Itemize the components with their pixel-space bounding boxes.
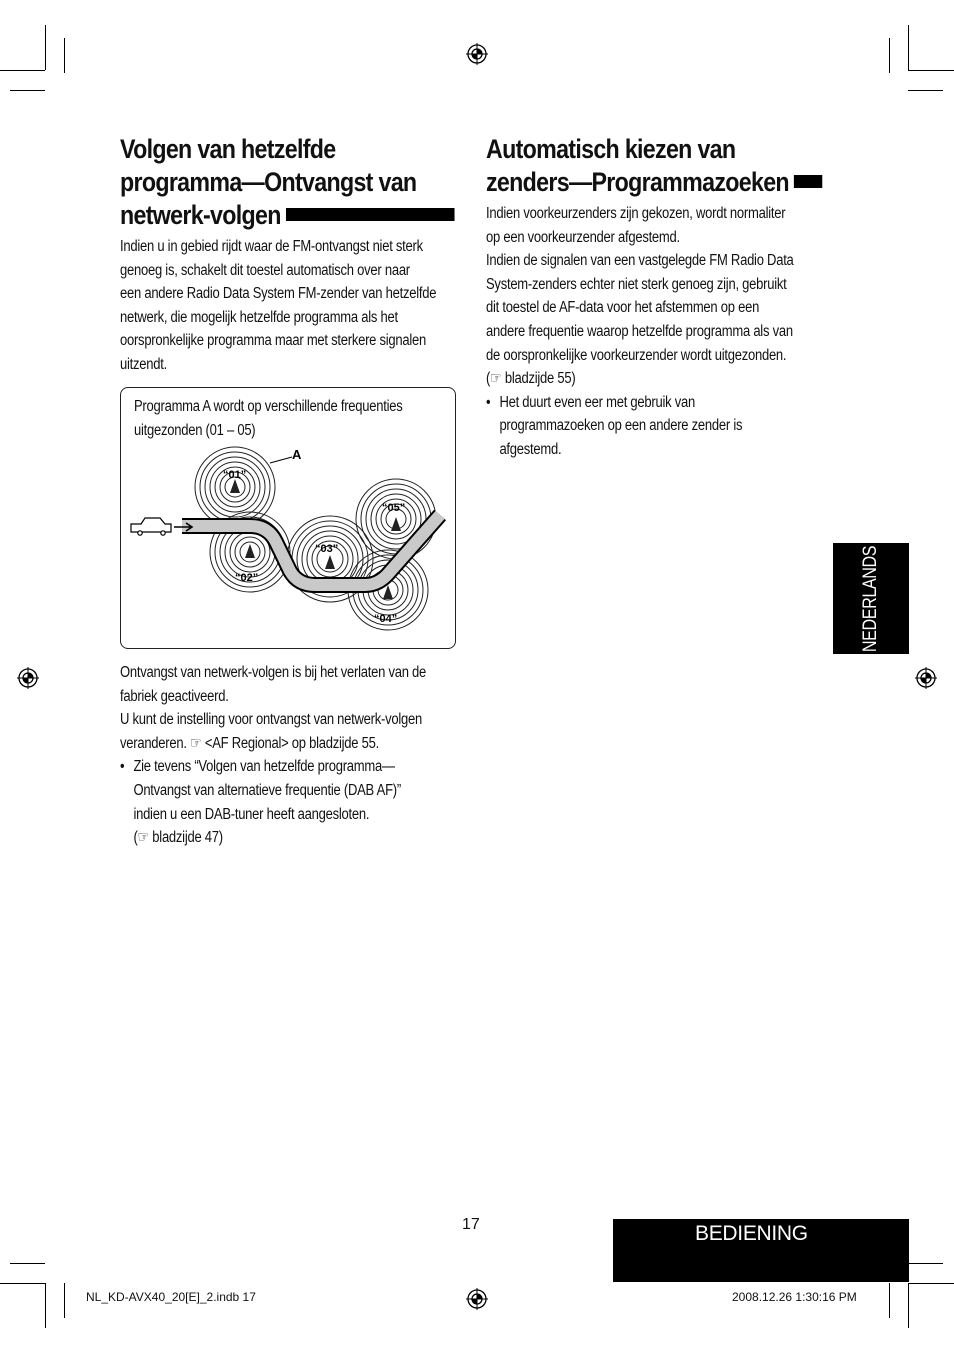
antenna-03-icon <box>325 555 335 569</box>
text-line: indien u een DAB-tuner heeft aangesloten. <box>133 805 370 823</box>
text-line: veranderen. ☞ <AF Regional> op bladzijde 55. <box>120 734 379 752</box>
crop-mark <box>10 1263 45 1264</box>
text-line: oorspronkelijke programma maar met sterkere signalen <box>120 332 427 350</box>
crop-mark <box>908 70 954 71</box>
title-line: Volgen van hetzelfde <box>120 134 336 164</box>
section-tab <box>613 1219 909 1282</box>
registration-mark-icon <box>466 1288 488 1310</box>
registration-mark-icon <box>466 43 488 65</box>
registration-mark-icon <box>17 667 39 689</box>
bullet-item <box>486 391 830 462</box>
title-bar <box>286 208 455 221</box>
text-line: dit toestel de AF-data voor het afstemmen op een <box>486 299 760 317</box>
title-bar <box>794 175 822 188</box>
footer-timestamp: 2008.12.26 1:30:16 PM <box>732 1290 857 1304</box>
crop-mark <box>64 1283 65 1318</box>
text-line: U kunt de instelling voor ontvangst van netwerk-volgen <box>120 711 422 729</box>
caption-line: uitgezonden (01 – 05) <box>134 421 256 439</box>
crop-mark <box>10 90 45 91</box>
crop-mark <box>0 70 45 71</box>
after-paragraph <box>120 661 456 850</box>
registration-mark-icon <box>915 667 937 689</box>
crop-mark <box>45 1283 46 1328</box>
text-line: genoeg is, schakelt dit toestel automatisch over naar <box>120 261 410 279</box>
section-title-network-tracking <box>120 133 454 232</box>
crop-mark <box>889 1283 890 1318</box>
section-tab-label: BEDIENING <box>695 1222 808 1245</box>
station-05-label: “05” <box>382 502 406 514</box>
station-04-label: “04” <box>374 613 398 625</box>
antenna-01-icon <box>230 479 240 493</box>
text-line: netwerk, die mogelijk hetzelfde programma als het <box>120 308 398 326</box>
footer-file-info: NL_KD-AVX40_20[E]_2.indb 17 <box>86 1290 256 1304</box>
bullet-item <box>120 755 456 849</box>
station-02-label: “02” <box>235 572 259 584</box>
text-line: afgestemd. <box>499 440 562 458</box>
car-icon <box>131 518 171 535</box>
crop-mark <box>64 38 65 73</box>
crop-mark <box>0 1283 45 1284</box>
text-line: System-zenders echter niet sterk genoeg zijn, gebruikt <box>486 275 787 293</box>
network-tracking-diagram <box>120 387 456 649</box>
crop-mark <box>889 38 890 73</box>
crop-mark <box>908 25 909 70</box>
crop-mark <box>908 1283 909 1328</box>
title-line: programma—Ontvangst van <box>120 167 417 197</box>
crop-mark <box>908 1263 943 1264</box>
crop-mark <box>45 25 46 70</box>
text-line: (☞ bladzijde 47) <box>133 829 223 847</box>
antenna-05-icon <box>391 517 401 531</box>
crop-mark <box>908 1283 954 1284</box>
program-search-paragraph <box>486 202 830 462</box>
text-line: een andere Radio Data System FM-zender van hetzelfde <box>120 285 437 303</box>
text-line: de oorspronkelijke voorkeurzender wordt uitgezonden. <box>486 346 787 364</box>
program-label: A <box>292 447 302 462</box>
language-tab-label: NEDERLANDS <box>860 545 881 652</box>
text-line: fabriek geactiveerd. <box>120 687 229 705</box>
program-leader-line <box>270 457 292 463</box>
section-title-program-search <box>486 133 822 199</box>
crop-mark <box>908 90 943 91</box>
language-tab <box>833 543 909 654</box>
title-line <box>120 199 454 232</box>
title-line <box>486 166 822 199</box>
text-line: op een voorkeurzender afgestemd. <box>486 228 680 246</box>
page-number: 17 <box>462 1216 480 1233</box>
text-line: Ontvangst van alternatieve frequentie (DAB AF)” <box>133 781 401 799</box>
text-line: • Het duurt even eer met gebruik van <box>499 393 695 411</box>
text-line: programmazoeken op een andere zender is <box>499 417 743 435</box>
text-line: (☞ bladzijde 55) <box>486 370 576 388</box>
text-line: Indien voorkeurzenders zijn gekozen, wordt normaliter <box>486 205 786 222</box>
caption-line: Programma A wordt op verschillende frequenties <box>134 398 403 415</box>
text-line: Indien de signalen van een vastgelegde FM Radio Data <box>486 252 794 270</box>
station-01-label: “01” <box>223 469 247 481</box>
antenna-02-icon <box>245 544 255 558</box>
intro-paragraph <box>120 235 456 377</box>
text-line: andere frequentie waarop hetzelfde programma als van <box>486 322 793 340</box>
text-line: Indien u in gebied rijdt waar de FM-ontvangst niet sterk <box>120 238 423 255</box>
title-line: Automatisch kiezen van <box>486 134 736 164</box>
title-line-text: zenders—Programmazoeken <box>486 167 789 197</box>
station-03-label: “03” <box>315 543 339 555</box>
title-line-text: netwerk-volgen <box>120 200 281 230</box>
text-line: uitzendt. <box>120 355 167 373</box>
text-line: • Zie tevens “Volgen van hetzelfde programma— <box>133 758 395 776</box>
text-line: Ontvangst van netwerk-volgen is bij het verlaten van de <box>120 664 427 681</box>
